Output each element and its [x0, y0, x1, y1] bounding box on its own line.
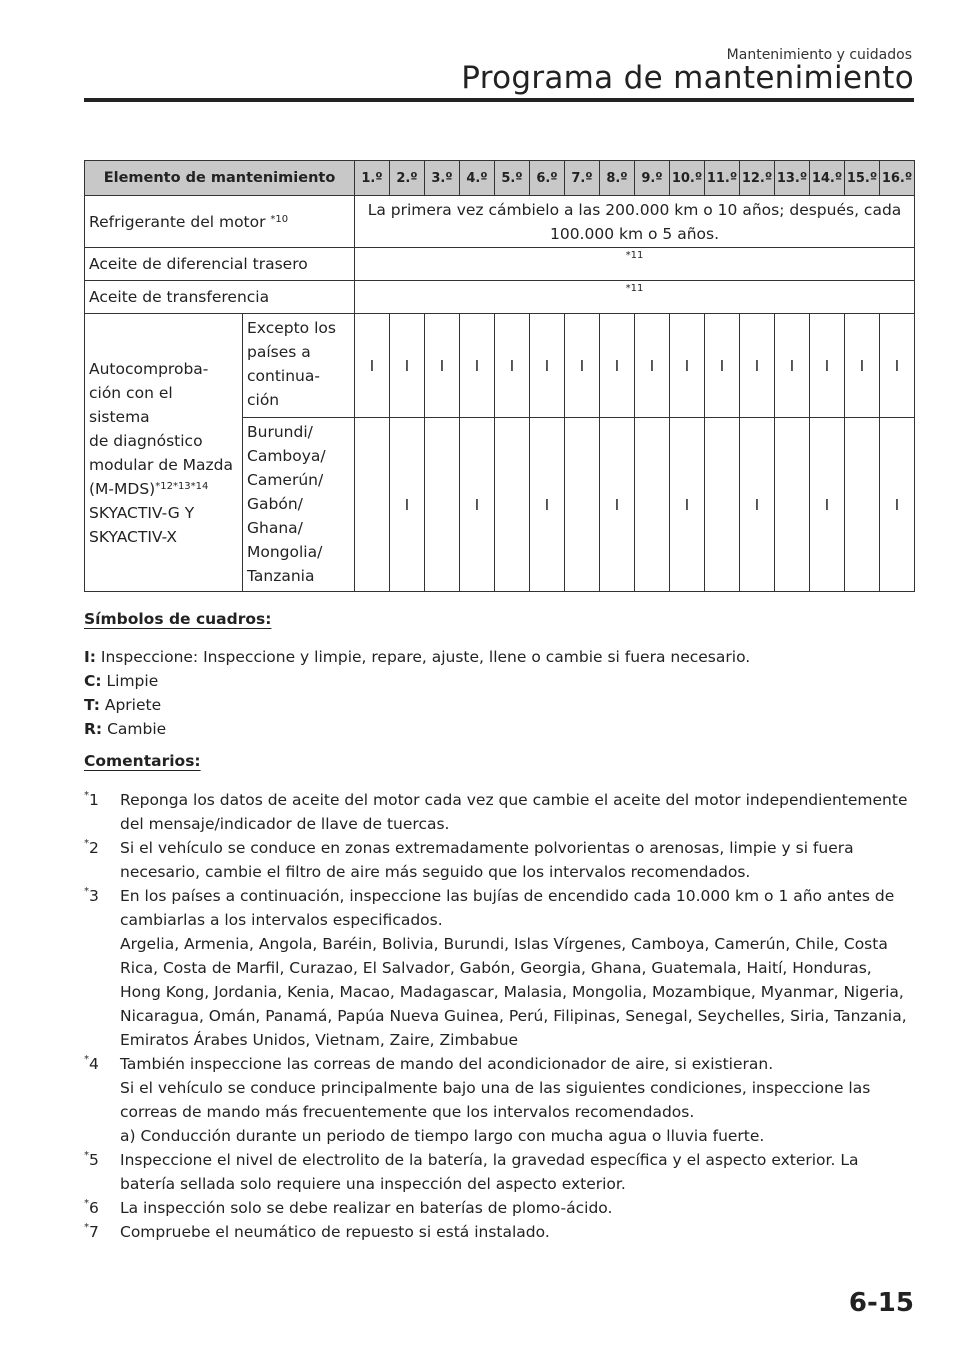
sub-label-line: Ghana/	[247, 519, 303, 537]
interval-header: 15.º	[845, 161, 880, 196]
mmds-label	[85, 314, 243, 592]
inspection-mark: I	[845, 314, 880, 418]
inspection-mark	[565, 418, 600, 592]
inspection-mark: I	[880, 418, 915, 592]
table-row	[85, 314, 915, 418]
comment-text: Si el vehículo se conduce principalmente bajo una de las siguientes condiciones, inspeccione las correas de mando más frecuentemente que los intervalos recomendados.	[120, 1079, 871, 1121]
inspection-mark: I	[810, 418, 845, 592]
inspection-mark: I	[670, 314, 705, 418]
sub-label-line: Camboya/	[247, 447, 326, 465]
inspection-mark: I	[810, 314, 845, 418]
legend-item: I: Inspeccione: Inspeccione y limpie, repare, ajuste, llene o cambie si fuera necesario.	[84, 648, 751, 666]
comment-number: *5	[84, 1150, 99, 1169]
transfer-label: Aceite de transferencia	[85, 281, 355, 314]
sub-label-line: Burundi/	[247, 423, 313, 441]
comment-number: *4	[84, 1054, 99, 1073]
inspection-mark	[495, 418, 530, 592]
interval-header: 16.º	[880, 161, 915, 196]
comment-item	[84, 1052, 914, 1148]
mmds-label-line: (M-MDS)$^{*12*13*14}$	[89, 479, 209, 498]
coolant-label: Refrigerante del motor $^{*10}$	[85, 196, 355, 248]
comment-text: a) Conducción durante un periodo de tiempo largo con mucha agua o lluvia fuerte.	[120, 1127, 765, 1145]
interval-header: 10.º	[670, 161, 705, 196]
sub-label-line: Mongolia/	[247, 543, 323, 561]
inspection-mark: I	[600, 314, 635, 418]
header-element: Elemento de mantenimiento	[85, 161, 355, 196]
interval-header: 1.º	[355, 161, 390, 196]
table-row	[85, 281, 915, 314]
mmds-sub-label	[243, 418, 355, 592]
interval-header: 12.º	[740, 161, 775, 196]
sub-label-line: Gabón/	[247, 495, 303, 513]
comment-item	[84, 788, 914, 836]
mmds-sub-label	[243, 314, 355, 418]
comment-item	[84, 1148, 914, 1196]
comment-number: *6	[84, 1198, 99, 1217]
sub-label-line: países a	[247, 343, 311, 361]
chapter-label: Mantenimiento y cuidados	[726, 47, 912, 63]
sub-label-line: Excepto los	[247, 319, 336, 337]
sub-label-line: ción	[247, 391, 280, 409]
mmds-label-line: Autocomproba-	[89, 359, 209, 378]
sub-label-line: Tanzania	[247, 567, 315, 585]
inspection-mark: I	[390, 314, 425, 418]
comment-number: *2	[84, 838, 99, 857]
comment-item	[84, 836, 914, 884]
comments-list	[84, 788, 914, 1244]
inspection-mark	[635, 418, 670, 592]
interval-header: 11.º	[705, 161, 740, 196]
inspection-mark: I	[460, 418, 495, 592]
inspection-mark: I	[425, 314, 460, 418]
inspection-mark	[775, 418, 810, 592]
mmds-label-line: modular de Mazda	[89, 455, 233, 474]
comment-text: Si el vehículo se conduce en zonas extremadamente polvorientas o arenosas, limpie y si fuera necesario, cambie el filtro de aire más seguido que los intervalos recomendados.	[120, 839, 854, 881]
comment-number: *7	[84, 1222, 99, 1241]
inspection-mark: I	[740, 314, 775, 418]
symbols-heading: Símbolos de cuadros:	[84, 610, 272, 628]
maintenance-table	[84, 160, 915, 592]
inspection-mark	[705, 418, 740, 592]
mmds-label-line: SKYACTIV-X	[89, 527, 178, 546]
comment-text: Inspeccione el nivel de electrolito de la batería, la gravedad específica y el aspecto exterior. La batería sellada solo requiere una inspección del aspecto exterior.	[120, 1151, 859, 1193]
coolant-value: La primera vez cámbielo a las 200.000 km o 10 años; después, cada 100.000 km o 5 años.	[355, 196, 915, 248]
symbols-legend	[84, 645, 750, 741]
inspection-mark: I	[635, 314, 670, 418]
inspection-mark: I	[740, 418, 775, 592]
inspection-mark: I	[775, 314, 810, 418]
mmds-label-line: ción con el sistema	[89, 383, 173, 426]
table-header-row	[85, 161, 915, 196]
comment-number: *3	[84, 886, 99, 905]
inspection-mark: I	[355, 314, 390, 418]
inspection-mark	[355, 418, 390, 592]
comments-heading: Comentarios:	[84, 752, 201, 770]
page-title: Programa de mantenimiento	[461, 60, 914, 96]
inspection-mark	[845, 418, 880, 592]
sub-label-line: continua-	[247, 367, 320, 385]
sub-label-line: Camerún/	[247, 471, 324, 489]
interval-header: 8.º	[600, 161, 635, 196]
comment-text: También inspeccione las correas de mando del acondicionador de aire, si existieran.	[120, 1055, 774, 1073]
legend-item: T: Apriete	[84, 696, 162, 714]
rear-diff-label: Aceite de diferencial trasero	[85, 248, 355, 281]
table-row	[85, 248, 915, 281]
comment-text: La inspección solo se debe realizar en baterías de plomo-ácido.	[120, 1199, 613, 1217]
interval-header: 13.º	[775, 161, 810, 196]
interval-header: 6.º	[530, 161, 565, 196]
rear-diff-note: *11	[355, 248, 915, 281]
page-number: 6-15	[848, 1288, 914, 1318]
inspection-mark: I	[495, 314, 530, 418]
inspection-mark: I	[460, 314, 495, 418]
inspection-mark: I	[565, 314, 600, 418]
mmds-label-line: de diagnóstico	[89, 431, 203, 450]
comment-text: Argelia, Armenia, Angola, Baréin, Bolivia, Burundi, Islas Vírgenes, Camboya, Camerún, Chile, Costa Rica, Costa de Marfil, Curazao, El Salvador, Gabón, Georgia, Ghana, Guatemala, Haití, Honduras, Hong Kong, Jordania, Kenia, Macao, Madagascar, Malasia, Mongolia, Mozambique, Myanmar, Nigeria, Nicaragua, Omán, Panamá, Papúa Nueva Guinea, Perú, Filipinas, Senegal, Seychelles, Siria, Tanzania, Emiratos Árabes Unidos, Vietnam, Zaire, Zimbabue	[120, 935, 907, 1049]
legend-item: C: Limpie	[84, 672, 159, 690]
interval-header: 4.º	[460, 161, 495, 196]
interval-header: 9.º	[635, 161, 670, 196]
comment-text: En los países a continuación, inspeccione las bujías de encendido cada 10.000 km o 1 año antes de cambiarlas a los intervalos especificados.	[120, 887, 895, 929]
inspection-mark	[425, 418, 460, 592]
comment-text: Compruebe el neumático de repuesto si está instalado.	[120, 1223, 550, 1241]
table-row	[85, 196, 915, 248]
interval-header: 7.º	[565, 161, 600, 196]
inspection-mark: I	[670, 418, 705, 592]
legend-item: R: Cambie	[84, 720, 167, 738]
header-rule	[84, 98, 914, 102]
interval-header: 2.º	[390, 161, 425, 196]
inspection-mark: I	[390, 418, 425, 592]
interval-header: 14.º	[810, 161, 845, 196]
comment-item	[84, 1220, 914, 1244]
inspection-mark: I	[705, 314, 740, 418]
comment-item	[84, 1196, 914, 1220]
inspection-mark: I	[530, 314, 565, 418]
mmds-label-line: SKYACTIV-G Y	[89, 503, 195, 522]
inspection-mark: I	[530, 418, 565, 592]
transfer-note: *11	[355, 281, 915, 314]
interval-header: 5.º	[495, 161, 530, 196]
comment-text: Reponga los datos de aceite del motor cada vez que cambie el aceite del motor independientemente del mensaje/indicador de llave de tuercas.	[120, 791, 908, 833]
interval-header: 3.º	[425, 161, 460, 196]
inspection-mark: I	[880, 314, 915, 418]
inspection-mark: I	[600, 418, 635, 592]
comment-number: *1	[84, 790, 99, 809]
comment-item	[84, 884, 914, 1052]
